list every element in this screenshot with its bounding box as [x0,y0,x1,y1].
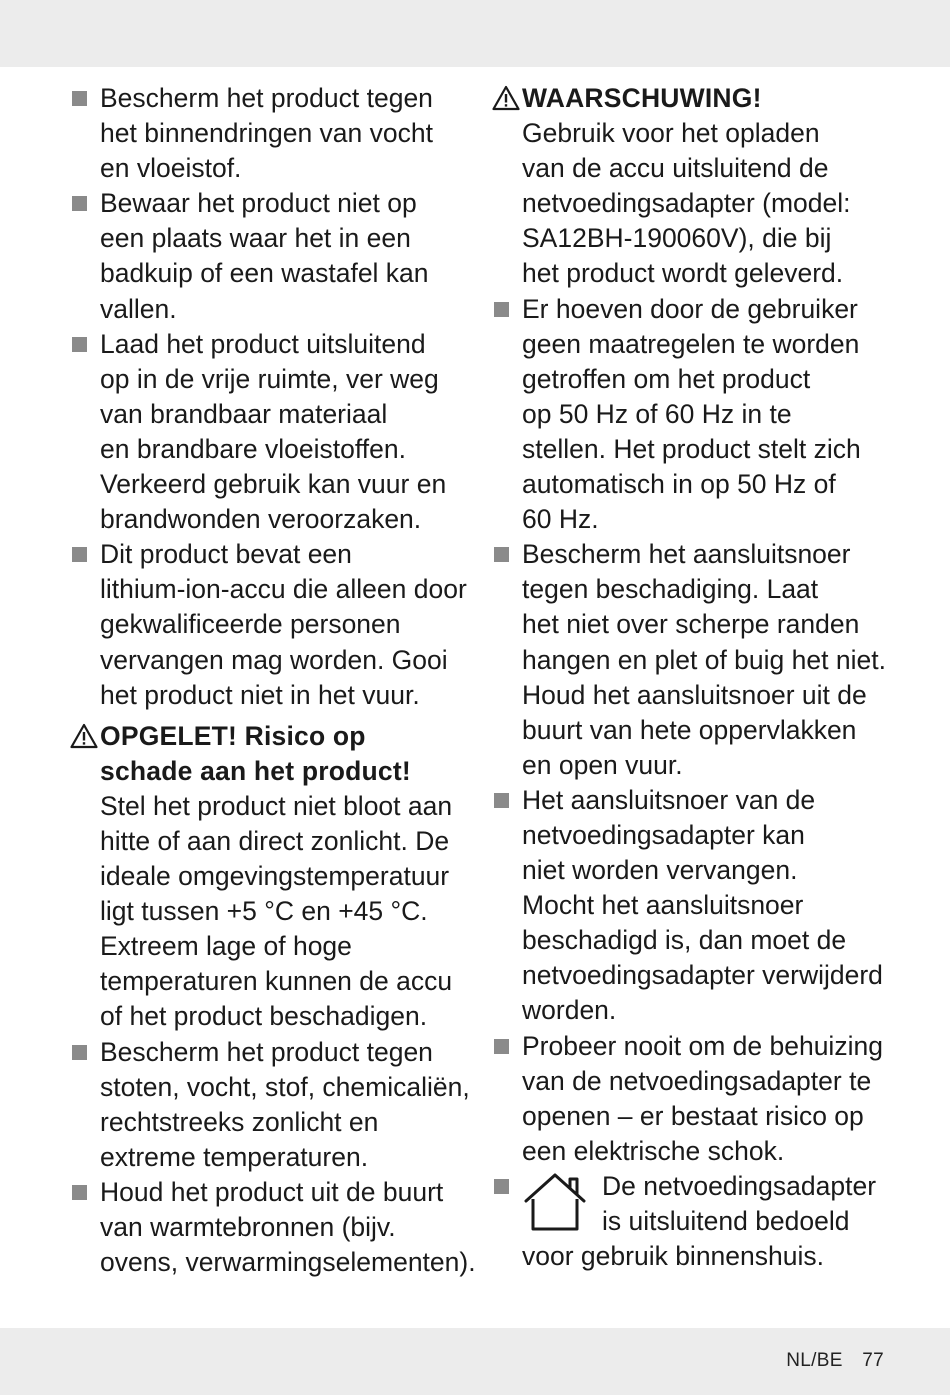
bullet-text-line: brandwonden veroorzaken. [100,504,422,535]
bullet-item [70,327,470,538]
bullet-text-line: beschadigd is, dan moet de [522,925,847,956]
warning-title: WAARSCHUWING! [522,83,762,113]
bullet-text-line: een elektrische schok. [522,1135,785,1166]
bullet-text-line: het niet over scherpe randen [522,609,860,640]
bullet-square [494,1039,509,1054]
bullet-text-line: Bescherm het product tegen [100,83,433,113]
bullet-text-line: 60 Hz. [522,504,599,535]
bullet-text-line: op 50 Hz of 60 Hz in te [522,398,792,429]
right-column [492,81,892,1274]
caution-text-line: ideale omgevingstemperatuur [100,861,450,892]
bullet-text-line: vervangen mag worden. Gooi [100,644,448,675]
bullet-square [494,302,509,317]
warning-text-line: van de accu uitsluitend de [522,153,829,184]
indoor-text-line: voor gebruik binnenshuis. [522,1241,824,1272]
bullet-text-line: stellen. Het product stelt zich [522,433,861,464]
caution-text-line: Stel het product niet bloot aan [100,790,453,821]
bullet-text-line: een plaats waar het in een [100,223,411,254]
bullet-item [70,537,470,712]
warning-text-line: het product wordt geleverd. [522,258,844,289]
indoor-use-item [492,1169,892,1274]
bullet-square [72,1045,87,1060]
bullet-text-line: extreme temperaturen. [100,1141,369,1172]
bullet-text-line: stoten, vocht, stof, chemicaliën, [100,1071,470,1102]
bullet-square [72,91,87,106]
bullet-text-line: gekwalificeerde personen [100,609,401,640]
bullet-text-line: geen maatregelen te worden [522,328,860,359]
language-code: NL/BE [786,1350,843,1371]
caution-text-line: of het product beschadigen. [100,1001,428,1032]
warning-triangle-icon [492,85,520,111]
bullet-item [492,537,892,783]
bullet-text-line: het binnendringen van vocht [100,118,433,149]
bullet-text-line: openen – er bestaat risico op [522,1100,864,1131]
bullet-text-line: Bewaar het product niet op [100,188,417,219]
warning-text-line: Gebruik voor het opladen [522,118,820,149]
bullet-text-line: Laad het product uitsluitend [100,328,426,359]
bullet-text-line: netvoedingsadapter verwijderd [522,960,883,991]
bullet-text-line: van warmtebronnen (bijv. [100,1212,396,1242]
page-number: 77 [862,1350,884,1371]
bullet-text-line: niet worden vervangen. [522,855,798,886]
bullet-square [72,337,87,352]
bullet-text-line: lithium-ion-accu die alleen door [100,574,467,605]
bullet-text-line: Het aansluitsnoer van de [522,784,816,815]
bullet-text-line: Bescherm het product tegen [100,1036,433,1067]
caution-block [70,719,470,1035]
caution-title-line: schade aan het product! [100,755,411,786]
indoor-text-line: De netvoedingsadapter [602,1170,877,1201]
caution-title [100,719,470,789]
warning-text-line: SA12BH-190060V), die bij [522,223,832,254]
bullet-text-line: en brandbare vloeistoffen. [100,433,406,464]
bullet-item [70,81,470,186]
bullet-text-line: Verkeerd gebruik kan vuur en [100,469,447,500]
indoor-text-line: is uitsluitend bedoeld [602,1206,850,1236]
bullet-text-line: Probeer nooit om de behuizing [522,1030,883,1061]
bullet-item [70,1035,470,1175]
bullet-text-line: Houd het aansluitsnoer uit de [522,679,867,710]
house-icon [522,1171,588,1233]
bullet-item [70,1175,476,1280]
bullet-text-line: netvoedingsadapter kan [522,819,805,850]
bullet-square [72,196,87,211]
bullet-square [494,1179,509,1194]
warning-text-line: netvoedingsadapter (model: [522,188,851,219]
bullet-text-line: Houd het product uit de buurt [100,1176,444,1207]
caution-text-line: Extreem lage of hoge [100,931,352,962]
bullet-text-line: ovens, verwarmingselementen). [100,1247,476,1278]
bullet-text-line: het product niet in het vuur. [100,679,420,710]
bullet-text-line: buurt van hete oppervlakken [522,714,857,745]
bullet-square [494,547,509,562]
caution-text-line: ligt tussen +5 °C en +45 °C. [100,896,428,927]
bullet-item [492,783,892,1029]
bullet-square [494,793,509,808]
bullet-item [492,1029,892,1169]
bullet-text-line: hangen en plet of buig het niet. [522,644,886,675]
bullet-text-line: en vloeistof. [100,153,242,184]
caution-title-line: OPGELET! Risico op [100,720,366,751]
page-footer [772,1350,884,1372]
bullet-text-line: rechtstreeks zonlicht en [100,1106,379,1137]
bullet-text-line: op in de vrije ruimte, ver weg [100,363,439,394]
bullet-text-line: Er hoeven door de gebruiker [522,293,858,324]
warning-triangle-icon [70,723,98,749]
bullet-text-line: van de netvoedingsadapter te [522,1065,872,1096]
bullet-text-line: Bescherm het aansluitsnoer [522,539,851,570]
bullet-square [72,547,87,562]
bullet-square [72,1185,87,1200]
bullet-text-line: tegen beschadiging. Laat [522,574,819,605]
caution-text-line: hitte of aan direct zonlicht. De [100,825,450,856]
bullet-text-line: worden. [522,995,617,1026]
bullet-text-line: Mocht het aansluitsnoer [522,890,804,921]
bullet-text-line: vallen. [100,293,177,324]
bullet-text-line: badkuip of een wastafel kan [100,258,429,289]
bullet-item [492,292,892,538]
caution-text-line: temperaturen kunnen de accu [100,966,453,997]
bullet-text-line: van brandbaar materiaal [100,398,388,429]
bullet-text-line: getroffen om het product [522,363,811,394]
left-column [70,81,476,1280]
bullet-text-line: en open vuur. [522,749,683,780]
bullet-item [70,186,470,326]
bullet-text-line: automatisch in op 50 Hz of [522,469,836,500]
bullet-text-line: Dit product bevat een [100,539,352,570]
warning-block [492,81,892,292]
top-band [0,0,950,67]
